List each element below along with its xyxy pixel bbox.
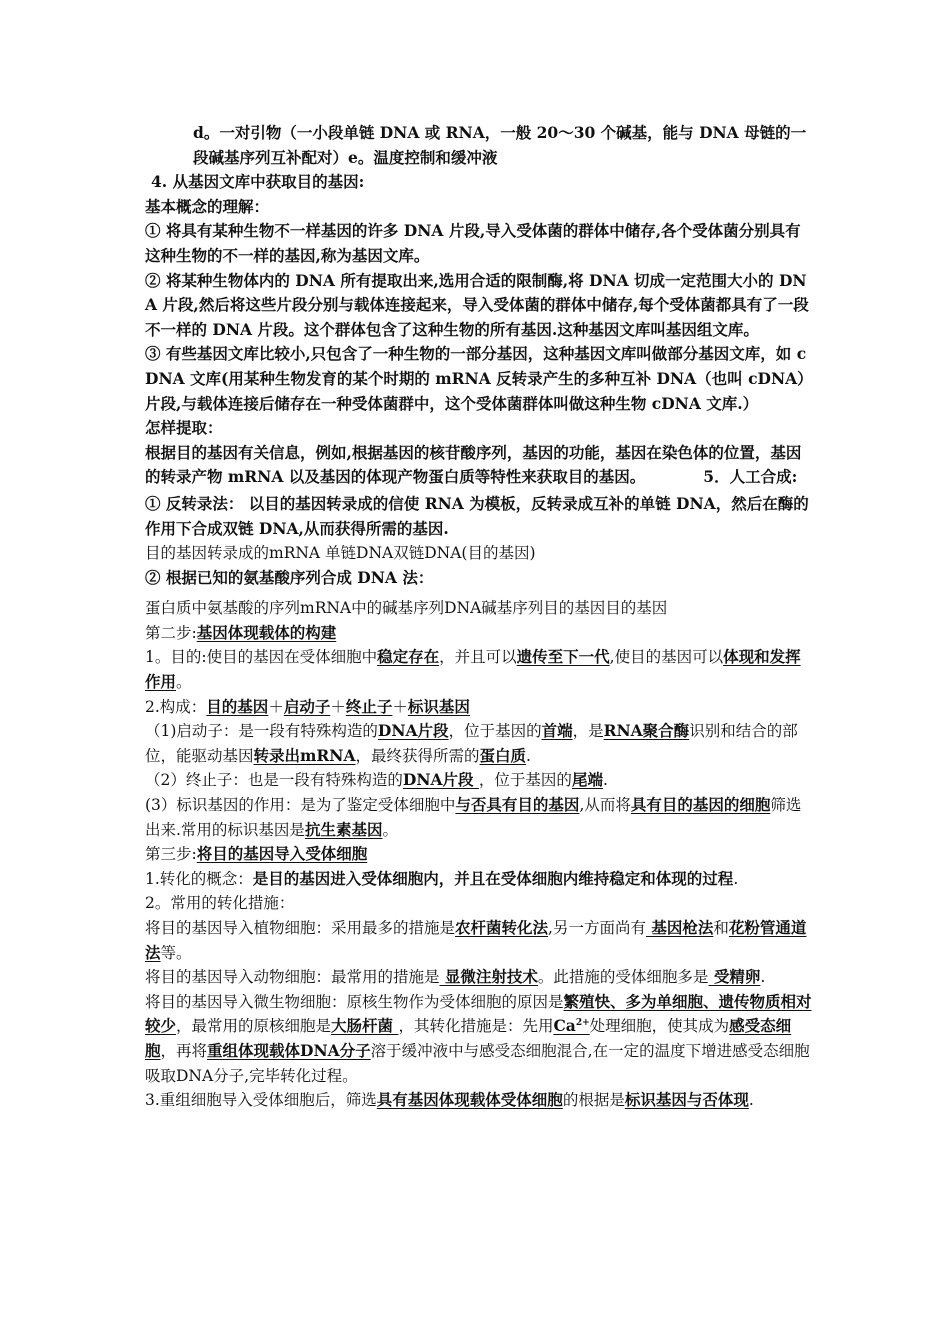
step3-heading: 第三步:将目的基因导入受体细胞	[145, 844, 368, 864]
step3-concept: 1.转化的概念：是目的基因进入受体细胞内，并且在受体细胞内维持稳定和体现的过程.	[145, 868, 739, 888]
concept-title: 基本概念的理解：	[145, 196, 270, 216]
amino-acid-method: ② 根据已知的氨基酸序列合成 DNA 法：	[145, 567, 434, 587]
step2-marker: (3）标识基因的作用：是为了鉴定受体细胞中与否具有目的基因,从而将具有目的基因的细胞筛选出来.常用的标识基因是抗生素基因。	[145, 795, 802, 839]
document-page	[145, 121, 813, 1113]
step2-promoter: （1)启动子：是一段有特殊构造的DNA片段，位于基因的首端，是RNA聚合酶识别和结合的部位，能驱动基因转录出mRNA，最终获得所需的蛋白质.	[145, 721, 798, 765]
extract-title: 怎样提取：	[145, 418, 223, 438]
step3-screening: 3.重组细胞导入受体细胞后，筛选具有基因体现载体受体细胞的根据是标识基因与否体现.	[145, 1090, 754, 1110]
concept-3: ③ 有些基因文库比较小,只包含了一种生物的一部分基因，这种基因文库叫做部分基因文库，如 cDNA 文库(用某种生物发育的某个时期的 mRNA 反转录产生的多种互补 DNA（也叫 cDNA）片段,与载体连接后储存在一种受体菌群中，这个受体菌群体叫做这种生物 cDNA 文库.）	[145, 344, 813, 413]
concept-2: ② 将某种生物体内的 DNA 所有提取出来,选用合适的限制酶,将 DNA 切成一定范围大小的 DNA 片段,然后将这些片段分别与载体连接起来，导入受体菌的群体中储存,每个受体菌都具有了一段不一样的 DNA 片段。这个群体包含了这种生物的所有基因.这种基因文库叫基因组文库。	[145, 270, 809, 339]
step2-heading: 第二步:基因体现载体的构建	[145, 622, 337, 642]
library-heading: 4. 从基因文库中获取目的基因:	[151, 172, 365, 192]
amino-acid-flow: 蛋白质中氨基酸的序列mRNA中的碱基序列DNA碱基序列目的基因目的基因	[145, 599, 668, 618]
concept-1: ① 将具有某种生物不一样基因的许多 DNA 片段,导入受体菌的群体中储存,各个受体菌分别具有这种生物的不一样的基因,称为基因文库。	[145, 221, 801, 265]
step3-plant: 将目的基因导入植物细胞：采用最多的措施是农杆菌转化法,另一方面尚有 基因枪法和花粉管通道法等。	[145, 918, 807, 962]
step3-methods-title: 2。常用的转化措施：	[145, 894, 295, 913]
step2-purpose: 1。目的:使目的基因在受体细胞中稳定存在，并且可以遗传至下一代,使目的基因可以体现和发挥作用。	[145, 647, 801, 692]
step2-title: 基因体现载体的构建	[196, 622, 337, 642]
reverse-transcription-flow: 目的基因转录成的mRNA 单链DNA双链DNA(目的基因)	[145, 544, 536, 563]
step2-composition: 2.构成：目的基因＋启动子＋终止子＋标识基因	[145, 696, 470, 716]
step3-title: 将目的基因导入受体细胞	[196, 844, 368, 864]
extract-text: 根据目的基因有关信息，例如,根据基因的核苷酸序列，基因的功能，基因在染色体的位置，基因的转录产物 mRNA 以及基因的体现产物蛋白质等特性来获取目的基因。 5．人工合成:	[145, 442, 802, 487]
step3-microbe: 将目的基因导入微生物细胞：原核生物作为受体细胞的原因是繁殖快、多为单细胞、遗传物质相对较少，最常用的原核细胞是大肠杆菌 ，其转化措施是：先用$Ca^{2+}$处理细胞，使其成为感受态细胞，再将重组体现载体DNA分子溶于缓冲液中与感受态细胞混合,在一定的温度下增进感受态细胞吸取DNA分子,完毕转化过程。	[145, 991, 812, 1085]
reverse-transcription: ① 反转录法： 以目的基因转录成的信使 RNA 为模板，反转录成互补的单链 DNA，然后在酶的作用下合成双链 DNA,从而获得所需的基因.	[145, 493, 809, 538]
pcr-item-d: d。一对引物（一小段单链 DNA 或 RNA，一般 20～30 个碱基，能与 DNA 母链的一段碱基序列互补配对）e。温度控制和缓冲液	[193, 123, 807, 167]
step2-terminator: （2）终止子：也是一段有特殊构造的DNA片段 ，位于基因的尾端.	[145, 770, 608, 790]
step3-animal: 将目的基因导入动物细胞：最常用的措施是 显微注射技术。此措施的受体细胞多是 受精卵.	[145, 967, 766, 987]
artificial-synthesis-heading: 5．人工合成:	[703, 467, 798, 487]
